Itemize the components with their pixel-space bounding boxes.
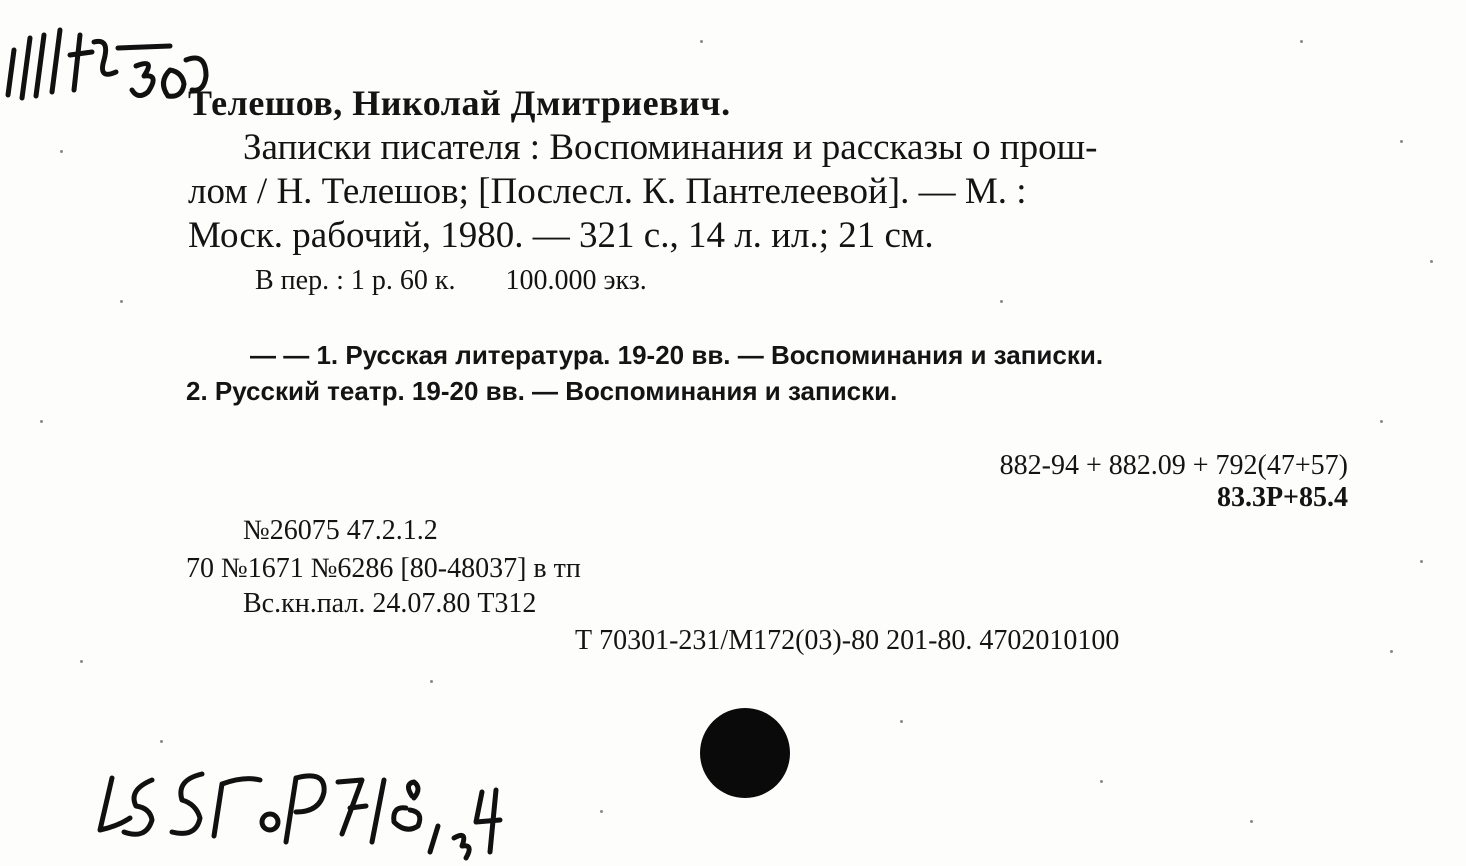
registry-line-1: №26075 47.2.1.2 xyxy=(243,515,438,546)
speck xyxy=(1430,260,1433,263)
speck xyxy=(1250,820,1253,823)
print-run: 100.000 экз. xyxy=(505,265,647,296)
speck xyxy=(430,680,433,683)
speck xyxy=(60,150,63,153)
price-line xyxy=(255,265,647,297)
classification-line-2: 83.3Р+85.4 xyxy=(1216,482,1348,513)
speck xyxy=(120,300,123,303)
title-line-1: Записки писателя : Воспоминания и рассказы о прош- xyxy=(243,127,1098,168)
title-line-2: лом / Н. Телешов; [Послесл. К. Пантелеевой]. — М. : xyxy=(188,171,1027,212)
speck xyxy=(1420,560,1423,563)
speck xyxy=(1390,650,1393,653)
title-line-3: Моск. рабочий, 1980. — 321 с., 14 л. ил.; 21 см. xyxy=(188,215,934,256)
author-heading: Телешов, Николай Дмитриевич. xyxy=(188,83,731,123)
subject-line-1: — — 1. Русская литература. 19-20 вв. — Воспоминания и записки. xyxy=(250,340,1104,370)
speck xyxy=(1300,40,1303,43)
speck xyxy=(1100,780,1103,783)
registry-line-3: Вс.кн.пал. 24.07.80 Т312 xyxy=(243,588,537,619)
classification-line-1: 882-94 + 882.09 + 792(47+57) xyxy=(999,450,1348,481)
speck xyxy=(40,420,43,423)
subject-line-2: 2. Русский театр. 19-20 вв. — Воспоминания и записки. xyxy=(186,376,898,406)
speck xyxy=(1000,300,1003,303)
speck xyxy=(160,740,163,743)
binding-price: В пер. : 1 р. 60 к. xyxy=(255,265,456,296)
speck xyxy=(80,660,83,663)
speck xyxy=(600,810,603,813)
punch-hole xyxy=(700,708,790,798)
registry-line-2: 70 №1671 №6286 [80-48037] в тп xyxy=(186,553,581,584)
speck xyxy=(1400,140,1403,143)
registry-line-4: Т 70301-231/М172(03)-80 201-80. 4702010100 xyxy=(575,625,1120,656)
speck xyxy=(1380,420,1383,423)
speck xyxy=(900,720,903,723)
speck xyxy=(700,40,703,43)
